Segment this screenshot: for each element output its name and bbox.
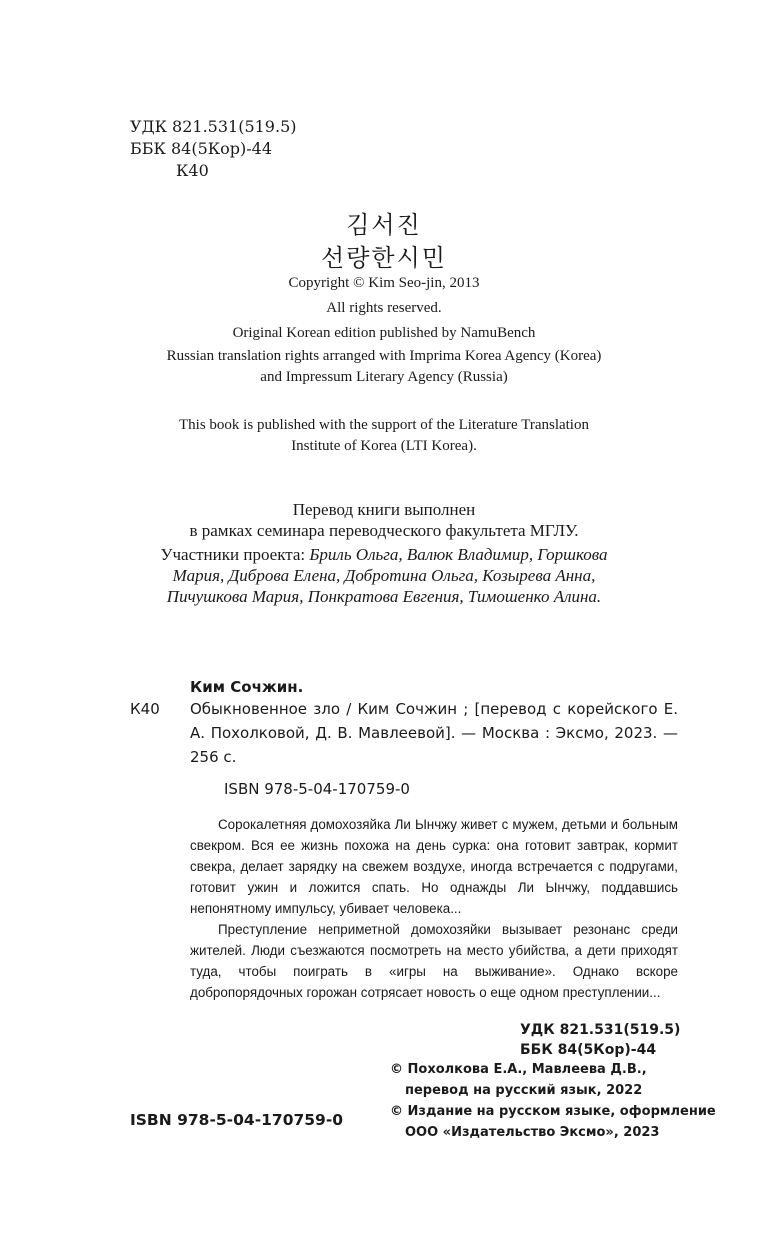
- participants-line-1: [0, 544, 768, 565]
- catalog-author: Ким Сочжин.: [190, 678, 304, 696]
- catalog-isbn: ISBN 978-5-04-170759-0: [224, 780, 410, 798]
- catalog-mark: К40: [130, 700, 160, 718]
- isbn-bottom: ISBN 978-5-04-170759-0: [130, 1111, 344, 1129]
- udk-bottom: УДК 821.531(519.5): [520, 1022, 681, 1038]
- credits-line-3: © Издание на русском языке, оформление: [390, 1104, 716, 1119]
- credits-line-2: перевод на русский язык, 2022: [405, 1083, 643, 1098]
- bbk-bottom: ББК 84(5Кор)-44: [520, 1042, 657, 1058]
- rights-reserved: All rights reserved.: [326, 300, 442, 316]
- translation-rights-2: and Impressum Literary Agency (Russia): [260, 369, 508, 385]
- bbk-top: ББК 84(5Кор)-44: [130, 139, 273, 158]
- author-mark-top: К40: [176, 161, 209, 180]
- participants-names-2: Мария, Диброва Елена, Добротина Ольга, Козырева Анна,: [172, 566, 596, 585]
- participants-line-3: [0, 586, 768, 607]
- annotation-paragraph-2: Преступление неприметной домохозяйки вызывает резонанс среди жителей. Люди съезжаются посмотреть на место убийства, а дети приходят туда, чтобы поиграть в «игры на выживание». Однако вскоре добропорядочных горожан сотрясает новость о еще одном преступлении...: [190, 922, 678, 1000]
- copyright-line: Copyright © Kim Seo-jin, 2013: [288, 275, 480, 291]
- translation-note-2: в рамках семинара переводческого факультета МГЛУ.: [189, 521, 579, 540]
- korean-title: 선량한시민: [321, 244, 447, 272]
- participants-label: Участники проекта:: [160, 545, 306, 564]
- korean-author: 김서진: [346, 211, 422, 239]
- translation-note-1: Перевод книги выполнен: [292, 500, 476, 519]
- participants-line-2: [0, 565, 768, 586]
- original-edition: Original Korean edition published by NamuBench: [232, 325, 536, 341]
- participants-names-1: Бриль Ольга, Валюк Владимир, Горшкова: [309, 545, 608, 564]
- translation-rights-1: Russian translation rights arranged with Imprima Korea Agency (Korea): [166, 348, 602, 364]
- support-line-1: This book is published with the support of the Literature Translation: [179, 417, 589, 433]
- annotation: [190, 814, 678, 1003]
- catalog-description: Обыкновенное зло / Ким Сочжин ; [перевод с корейского Е. А. Похолковой, Д. В. Мавлеевой]. — Москва : Эксмо, 2023. — 256 с.: [190, 700, 678, 766]
- credits-line-1: © Похолкова Е.А., Мавлеева Д.В.,: [390, 1062, 647, 1077]
- credits-line-4: ООО «Издательство Эксмо», 2023: [405, 1125, 660, 1140]
- annotation-paragraph-1: Сорокалетняя домохозяйка Ли Ынчжу живет с мужем, детьми и больным свекром. Вся ее жизнь похожа на день сурка: она готовит завтрак, кормит свекра, делает зарядку на свежем воздухе, иногда встречается с подругами, готовит ужин и ложится спать. Но однажды Ли Ынчжу, поддавшись непонятному импульсу, убивает человека...: [190, 817, 678, 916]
- udk-top: УДК 821.531(519.5): [130, 117, 297, 136]
- support-line-2: Institute of Korea (LTI Korea).: [291, 438, 477, 454]
- participants-names-3: Пичушкова Мария, Понкратова Евгения, Тимошенко Алина.: [166, 587, 602, 606]
